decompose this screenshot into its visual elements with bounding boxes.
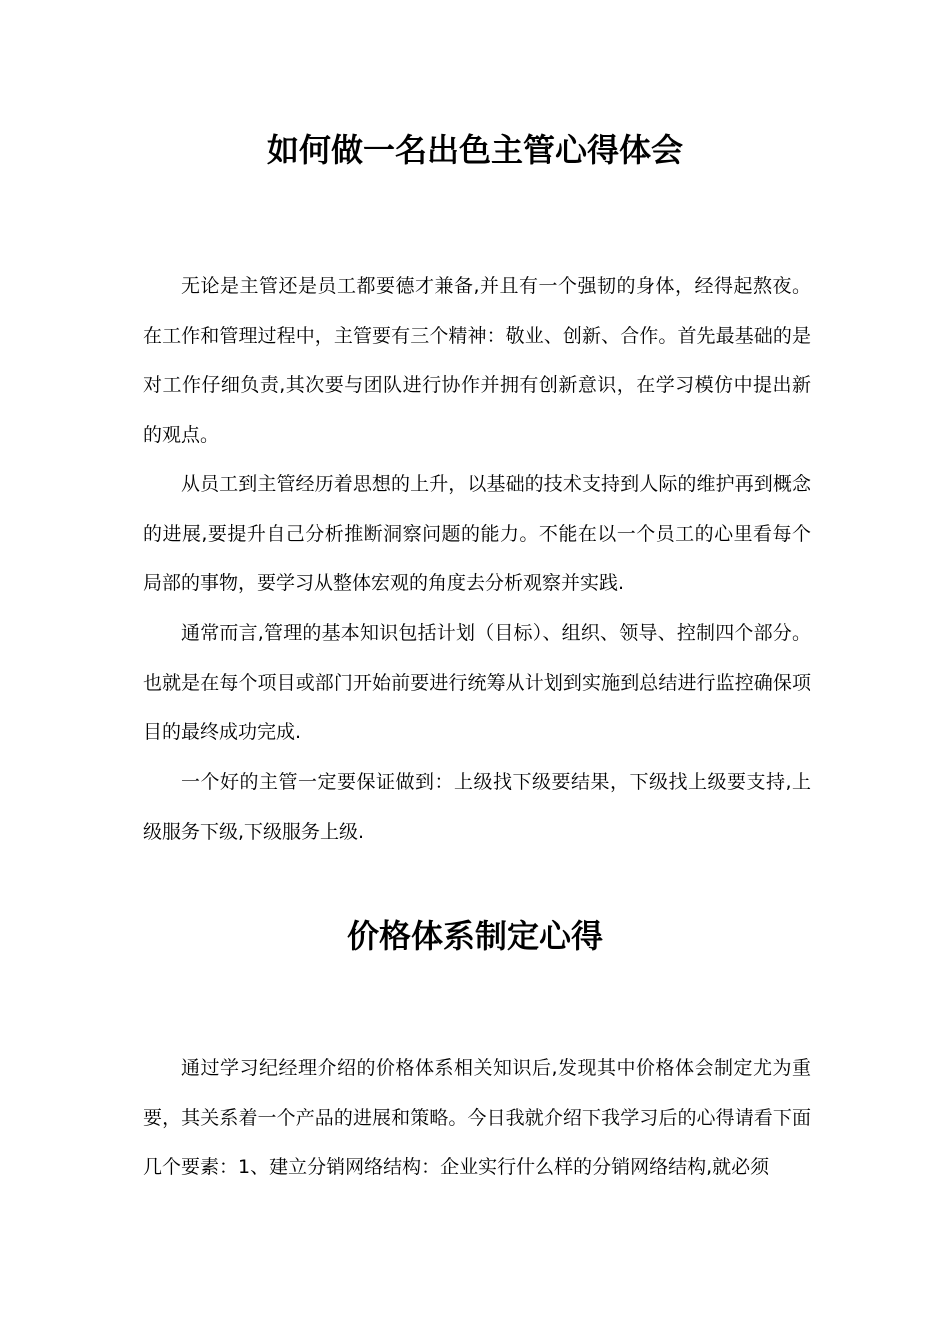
paragraph: 无论是主管还是员工都要德才兼备,并且有一个强韧的身体，经得起熬夜。在工作和管理过程中，主管要有三个精神：敬业、创新、合作。首先最基础的是对工作仔细负责,其次要与团队进行协作并拥有创新意识，在学习模仿中提出新的观点。	[143, 275, 811, 446]
section-title: 如何做一名出色主管心得体会	[266, 131, 683, 169]
paragraph: 一个好的主管一定要保证做到：上级找下级要结果，下级找上级要支持,上级服务下级,下级服务上级.	[143, 771, 811, 843]
section-title: 价格体系制定心得	[346, 917, 603, 955]
paragraph: 从员工到主管经历着思想的上升，以基础的技术支持到人际的维护再到概念的进展,要提升自己分析推断洞察问题的能力。不能在以一个员工的心里看每个局部的事物，要学习从整体宏观的角度去分析观察并实践.	[143, 473, 811, 594]
paragraph: 通常而言,管理的基本知识包括计划（目标）、组织、领导、控制四个部分。也就是在每个项目或部门开始前要进行统筹从计划到实施到总结进行监控确保项目的最终成功完成.	[143, 622, 811, 743]
paragraph: 通过学习纪经理介绍的价格体系相关知识后,发现其中价格体会制定尤为重要，其关系着一个产品的进展和策略。今日我就介绍下我学习后的心得请看下面几个要素：1、建立分销网络结构：企业实行什么样的分销网络结构,就必须	[143, 1057, 811, 1178]
